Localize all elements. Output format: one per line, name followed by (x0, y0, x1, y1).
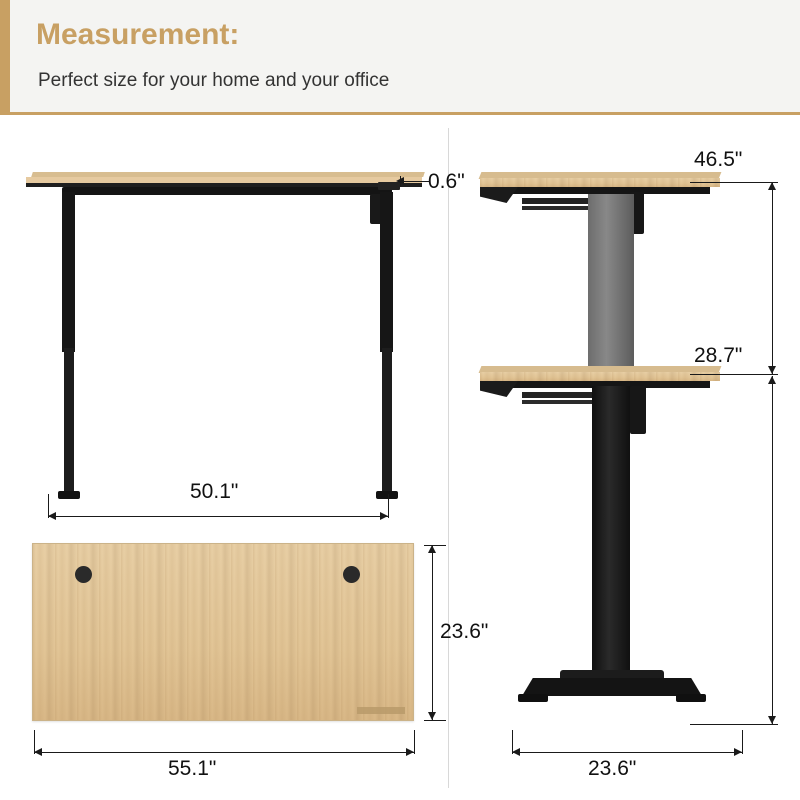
top-depth-tick-bottom (424, 720, 446, 721)
max-height-dimension-line (772, 182, 773, 374)
max-height-arrow-up (768, 182, 776, 190)
lift-column-lower (592, 386, 630, 686)
side-elevation-view (470, 150, 782, 750)
header-accent-bar (0, 0, 10, 112)
base-depth-arrow-right (734, 748, 742, 756)
min-height-label: 28.7" (694, 344, 743, 367)
lowered-desk-top (480, 372, 720, 381)
page-subtitle: Perfect size for your home and your office (38, 70, 390, 91)
frame-width-tick-right (388, 494, 389, 518)
frame-crossbar (62, 187, 392, 195)
max-height-tick-top (690, 182, 778, 183)
right-foot (376, 491, 398, 499)
frame-width-arrow-left (48, 512, 56, 520)
raised-desk-top (480, 178, 720, 187)
min-height-arrow-down (768, 716, 776, 724)
left-leg-upper-segment (62, 192, 75, 352)
top-depth-label: 23.6" (440, 620, 489, 643)
min-height-tick-bottom (690, 724, 778, 725)
frame-width-arrow-right (380, 512, 388, 520)
top-width-label: 55.1" (168, 757, 217, 780)
lift-column-upper (588, 194, 634, 384)
min-height-dimension-line (772, 376, 773, 724)
max-height-label: 46.5" (694, 148, 743, 171)
base-depth-arrow-left (512, 748, 520, 756)
lowered-motor-housing (630, 386, 646, 434)
base-foot-bar (522, 678, 702, 696)
max-height-tick-bottom (690, 374, 778, 375)
base-depth-label: 23.6" (588, 757, 637, 780)
panel-divider (448, 128, 449, 788)
tabletop-top-view (32, 543, 414, 721)
top-depth-arrow-up (428, 545, 436, 553)
brand-label (357, 707, 405, 714)
frame-perspective-view (18, 150, 438, 510)
right-leg-lower-segment (382, 348, 392, 493)
min-height-arrow-up (768, 376, 776, 384)
thickness-label: 0.6" (428, 170, 465, 193)
top-depth-arrow-down (428, 712, 436, 720)
lowered-left-bracket (480, 381, 518, 397)
cable-grommet-left (75, 566, 92, 583)
frame-width-label: 50.1" (190, 480, 239, 503)
cable-grommet-right (343, 566, 360, 583)
base-depth-dimension-line (512, 752, 742, 753)
base-pad-left (518, 694, 548, 702)
top-width-tick-right (414, 730, 415, 754)
top-width-dimension-line (34, 752, 414, 753)
base-pad-right (676, 694, 706, 702)
header-banner (0, 0, 800, 112)
left-leg-lower-segment (64, 348, 74, 493)
right-leg-upper-segment (380, 192, 393, 352)
header-divider (0, 112, 800, 115)
base-depth-tick-right (742, 730, 743, 754)
left-foot (58, 491, 80, 499)
page-title: Measurement: (36, 18, 240, 51)
top-width-arrow-left (34, 748, 42, 756)
max-height-arrow-down (768, 366, 776, 374)
thickness-tick (400, 176, 401, 187)
top-depth-dimension-line (432, 545, 433, 720)
frame-width-dimension-line (48, 516, 388, 517)
top-width-arrow-right (406, 748, 414, 756)
raised-left-bracket (480, 187, 518, 203)
